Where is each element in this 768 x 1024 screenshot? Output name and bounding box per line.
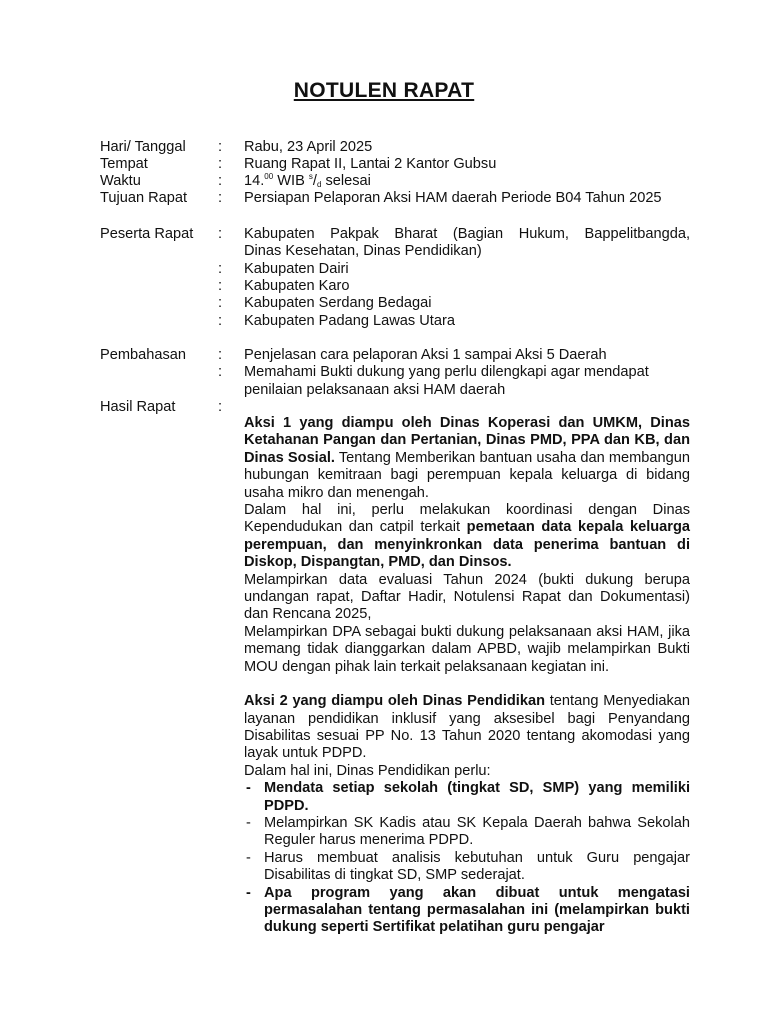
meta-label: Tempat bbox=[100, 156, 148, 172]
bullet-dash: - bbox=[246, 884, 251, 901]
aksi1-heading: Aksi 1 yang diampu oleh Dinas Koperasi dan UMKM, Dinas Ketahanan Pangan dan Pertanian, Dinas PMD, PPA dan KB, dan Dinas Sosial. bbox=[244, 415, 690, 466]
document-title: NOTULEN RAPAT bbox=[293, 79, 475, 102]
bullet-dash: - bbox=[246, 780, 251, 797]
bullet-text: Apa program yang akan dibuat untuk mengatasi permasalahan tentang permasalahan ini (melampirkan bukti dukung seperti Sertifikat pelatihan guru pengajar bbox=[264, 884, 690, 936]
time-zone: WIB bbox=[273, 173, 309, 189]
peserta-item: Kabupaten Serdang Bedagai bbox=[244, 295, 432, 311]
meta-colon: : bbox=[218, 261, 223, 277]
pembahasan-item: Penjelasan cara pelaporan Aksi 1 sampai Aksi 5 Daerah bbox=[244, 347, 607, 363]
meta-colon: : bbox=[218, 295, 223, 311]
meta-colon: : bbox=[218, 226, 223, 242]
aksi2-lead: Dalam hal ini, Dinas Pendidikan perlu: bbox=[244, 762, 491, 779]
meta-colon: : bbox=[218, 173, 223, 189]
pembahasan-item-cont: penilaian pelaksanaan aksi HAM daerah bbox=[244, 382, 506, 398]
hasil-label: Hasil Rapat bbox=[100, 399, 176, 415]
bullet-dash: - bbox=[246, 849, 251, 866]
meta-label: Waktu bbox=[100, 173, 141, 189]
time-hour: 14. bbox=[244, 173, 265, 189]
meta-value: Persiapan Pelaporan Aksi HAM daerah Periode B04 Tahun 2025 bbox=[244, 190, 662, 206]
aksi1-intro: Tentang Memberikan bantuan usaha dan membangun hubungan kemitraan bagi perempuan kepala keluarga di bidang usaha mikro dan menengah. bbox=[244, 449, 690, 501]
pembahasan-label: Pembahasan bbox=[100, 347, 187, 363]
meta-value-waktu bbox=[244, 173, 690, 190]
meta-value: Rabu, 23 April 2025 bbox=[244, 139, 373, 155]
pembahasan-item: Memahami Bukti dukung yang perlu dilengkapi agar mendapat bbox=[244, 364, 649, 380]
aksi1-koordinasi-text: Dalam hal ini, perlu melakukan koordinasi dengan Dinas Kependudukan dan catpil terkait bbox=[244, 502, 690, 536]
meta-value: Ruang Rapat II, Lantai 2 Kantor Gubsu bbox=[244, 156, 497, 172]
bullet-dash: - bbox=[246, 814, 251, 831]
meta-colon: : bbox=[218, 347, 223, 363]
aksi1-paragraph bbox=[244, 415, 690, 502]
aksi1-koordinasi bbox=[244, 502, 690, 572]
aksi1-lampiran-dpa: Melampirkan DPA sebagai bukti dukung pelaksanaan aksi HAM, jika memang tidak dianggarkan dalam APBD, wajib melampirkan Bukti MOU dengan pihak lain terkait pelaksanaan kegiatan ini. bbox=[244, 623, 690, 675]
sd-s: s bbox=[308, 172, 313, 181]
meta-colon: : bbox=[218, 156, 223, 172]
meta-colon: : bbox=[218, 278, 223, 294]
meta-colon: : bbox=[218, 190, 223, 206]
bullet-text: Melampirkan SK Kadis atau SK Kepala Daerah bahwa Sekolah Reguler harus menerima PDPD. bbox=[264, 814, 690, 849]
bullet-text: Harus membuat analisis kebutuhan untuk Guru pengajar Disabilitas di tingkat SD, SMP sederajat. bbox=[264, 849, 690, 884]
time-end: selesai bbox=[321, 173, 371, 189]
peserta-item: Kabupaten Pakpak Bharat (Bagian Hukum, Bappelitbangda, bbox=[244, 226, 690, 242]
meta-colon: : bbox=[218, 364, 223, 380]
meta-colon: : bbox=[218, 139, 223, 155]
aksi2-heading: Aksi 2 yang diampu oleh Dinas Pendidikan bbox=[244, 693, 545, 710]
spacer bbox=[244, 676, 690, 693]
peserta-label: Peserta Rapat bbox=[100, 226, 194, 242]
peserta-item: Kabupaten Karo bbox=[244, 278, 350, 294]
aksi2-paragraph bbox=[244, 693, 690, 763]
sd-slash: / bbox=[312, 173, 317, 189]
meta-label: Tujuan Rapat bbox=[100, 190, 188, 206]
bullet-text: Mendata setiap sekolah (tingkat SD, SMP) yang memiliki PDPD. bbox=[264, 780, 690, 814]
meta-colon: : bbox=[218, 399, 223, 415]
time-minute: 00 bbox=[264, 172, 274, 181]
peserta-item: Kabupaten Dairi bbox=[244, 261, 349, 277]
meta-label: Hari/ Tanggal bbox=[100, 139, 186, 155]
sd-d: d bbox=[316, 180, 322, 189]
aksi1-lampiran-evaluasi: Melampirkan data evaluasi Tahun 2024 (bukti dukung berupa undangan rapat, Daftar Hadir, Notulensi Rapat dan Dokumentasi) dan Rencana 2025, bbox=[244, 571, 690, 623]
aksi2-intro: tentang Menyediakan layanan pendidikan inklusif yang aksesibel bagi Penyandang Disabilitas sesuai PP No. 13 Tahun 2020 tentang akomodasi yang layak untuk PDPD. bbox=[244, 693, 690, 762]
aksi2-bullet bbox=[244, 850, 690, 885]
aksi2-bullet bbox=[244, 885, 690, 937]
aksi1-koordinasi-bold: pemetaan data kepala keluarga perempuan, dan menyinkronkan data penerima bantuan di Diskop, Dispangtan, PMD, dan Dinsos. bbox=[244, 519, 691, 571]
aksi2-bullet bbox=[244, 815, 690, 850]
meta-colon: : bbox=[218, 313, 223, 329]
peserta-item: Kabupaten Padang Lawas Utara bbox=[244, 313, 455, 329]
aksi2-bullet bbox=[244, 780, 690, 815]
peserta-item-cont: Dinas Kesehatan, Dinas Pendidikan) bbox=[244, 243, 482, 259]
hasil-content bbox=[244, 415, 690, 937]
